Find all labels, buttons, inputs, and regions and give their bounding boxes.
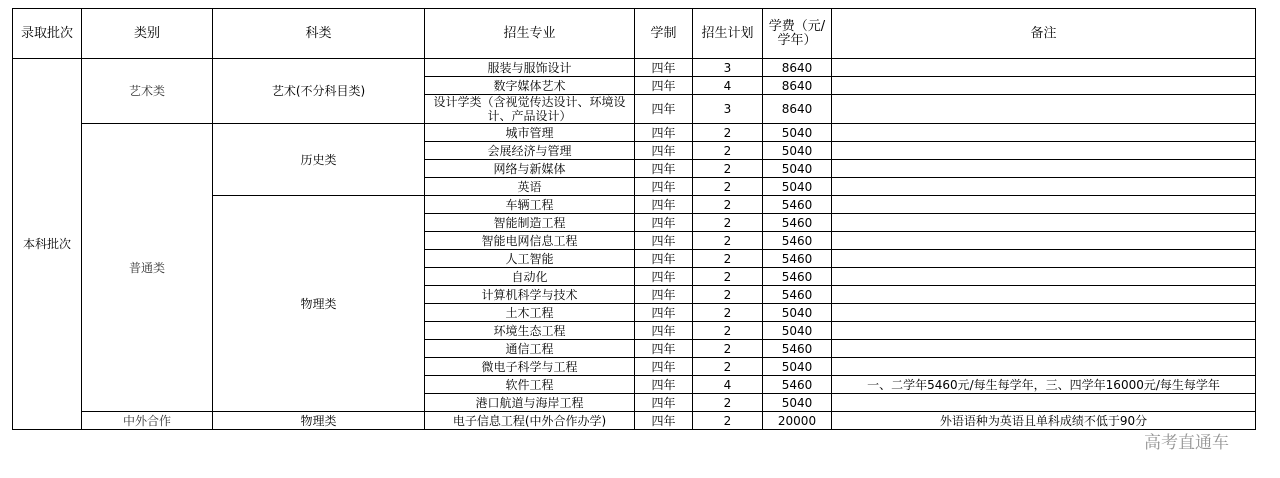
plan-cell: 2 [693,178,763,196]
note-cell [832,268,1256,286]
fee-cell: 5040 [763,304,832,322]
plan-cell: 2 [693,358,763,376]
fee-cell: 5040 [763,322,832,340]
years-cell: 四年 [635,250,693,268]
header-category: 类别 [82,9,213,59]
note-cell: 一、二学年5460元/每生每学年，三、四学年16000元/每生每学年 [832,376,1256,394]
major-cell: 电子信息工程(中外合作办学) [425,412,635,430]
note-cell [832,160,1256,178]
years-cell: 四年 [635,340,693,358]
years-cell: 四年 [635,376,693,394]
fee-cell: 5460 [763,196,832,214]
years-cell: 四年 [635,178,693,196]
major-cell: 城市管理 [425,124,635,142]
years-cell: 四年 [635,142,693,160]
note-cell [832,142,1256,160]
fee-cell: 5040 [763,178,832,196]
years-cell: 四年 [635,412,693,430]
note-cell: 外语语种为英语且单科成绩不低于90分 [832,412,1256,430]
plan-cell: 2 [693,340,763,358]
years-cell: 四年 [635,232,693,250]
plan-cell: 2 [693,142,763,160]
plan-cell: 2 [693,286,763,304]
major-cell: 自动化 [425,268,635,286]
years-cell: 四年 [635,394,693,412]
subject-art: 艺术(不分科目类) [213,59,425,124]
note-cell [832,304,1256,322]
years-cell: 四年 [635,124,693,142]
note-cell [832,286,1256,304]
fee-cell: 5460 [763,250,832,268]
major-cell: 人工智能 [425,250,635,268]
category-general: 普通类 [82,124,213,412]
fee-cell: 8640 [763,59,832,77]
plan-cell: 2 [693,232,763,250]
note-cell [832,394,1256,412]
note-cell [832,322,1256,340]
years-cell: 四年 [635,160,693,178]
major-cell: 微电子科学与工程 [425,358,635,376]
table-row [13,124,1256,142]
major-cell: 英语 [425,178,635,196]
note-cell [832,196,1256,214]
plan-cell: 2 [693,268,763,286]
plan-cell: 2 [693,196,763,214]
fee-cell: 5040 [763,394,832,412]
fee-cell: 5040 [763,358,832,376]
plan-cell: 2 [693,322,763,340]
table-row [13,59,1256,77]
note-cell [832,178,1256,196]
header-batch: 录取批次 [13,9,82,59]
plan-cell: 2 [693,250,763,268]
note-cell [832,95,1256,124]
years-cell: 四年 [635,286,693,304]
header-fee: 学费（元/学年） [763,9,832,59]
batch-cell: 本科批次 [13,59,82,430]
fee-cell: 8640 [763,95,832,124]
plan-cell: 2 [693,160,763,178]
category-art: 艺术类 [82,59,213,124]
major-cell: 服装与服饰设计 [425,59,635,77]
fee-cell: 5460 [763,232,832,250]
fee-cell: 8640 [763,77,832,95]
fee-cell: 5040 [763,124,832,142]
table-row [13,412,1256,430]
fee-cell: 5460 [763,268,832,286]
major-cell: 环境生态工程 [425,322,635,340]
years-cell: 四年 [635,196,693,214]
category-coop: 中外合作 [82,412,213,430]
admission-table [12,8,1256,430]
subject-physics: 物理类 [213,196,425,412]
years-cell: 四年 [635,77,693,95]
header-row [13,9,1256,59]
watermark: 高考直通车 [1144,433,1229,453]
plan-cell: 2 [693,124,763,142]
plan-cell: 2 [693,214,763,232]
fee-cell: 20000 [763,412,832,430]
fee-cell: 5460 [763,286,832,304]
note-cell [832,340,1256,358]
major-cell: 智能电网信息工程 [425,232,635,250]
major-cell: 会展经济与管理 [425,142,635,160]
plan-cell: 2 [693,394,763,412]
major-cell: 设计学类（含视觉传达设计、环境设计、产品设计） [425,95,635,124]
major-cell: 网络与新媒体 [425,160,635,178]
plan-cell: 3 [693,95,763,124]
fee-cell: 5460 [763,340,832,358]
note-cell [832,59,1256,77]
years-cell: 四年 [635,358,693,376]
plan-cell: 4 [693,376,763,394]
major-cell: 土木工程 [425,304,635,322]
note-cell [832,250,1256,268]
header-plan: 招生计划 [693,9,763,59]
subject-history: 历史类 [213,124,425,196]
major-cell: 软件工程 [425,376,635,394]
major-cell: 计算机科学与技术 [425,286,635,304]
note-cell [832,214,1256,232]
major-cell: 港口航道与海岸工程 [425,394,635,412]
plan-cell: 3 [693,59,763,77]
note-cell [832,124,1256,142]
major-cell: 车辆工程 [425,196,635,214]
header-years: 学制 [635,9,693,59]
fee-cell: 5040 [763,142,832,160]
header-subject: 科类 [213,9,425,59]
years-cell: 四年 [635,95,693,124]
major-cell: 通信工程 [425,340,635,358]
note-cell [832,232,1256,250]
years-cell: 四年 [635,59,693,77]
plan-cell: 2 [693,412,763,430]
years-cell: 四年 [635,214,693,232]
fee-cell: 5460 [763,214,832,232]
plan-cell: 2 [693,304,763,322]
note-cell [832,77,1256,95]
subject-coop: 物理类 [213,412,425,430]
plan-cell: 4 [693,77,763,95]
major-cell: 数字媒体艺术 [425,77,635,95]
years-cell: 四年 [635,304,693,322]
fee-cell: 5460 [763,376,832,394]
header-note: 备注 [832,9,1256,59]
major-cell: 智能制造工程 [425,214,635,232]
years-cell: 四年 [635,322,693,340]
fee-cell: 5040 [763,160,832,178]
years-cell: 四年 [635,268,693,286]
header-major: 招生专业 [425,9,635,59]
note-cell [832,358,1256,376]
